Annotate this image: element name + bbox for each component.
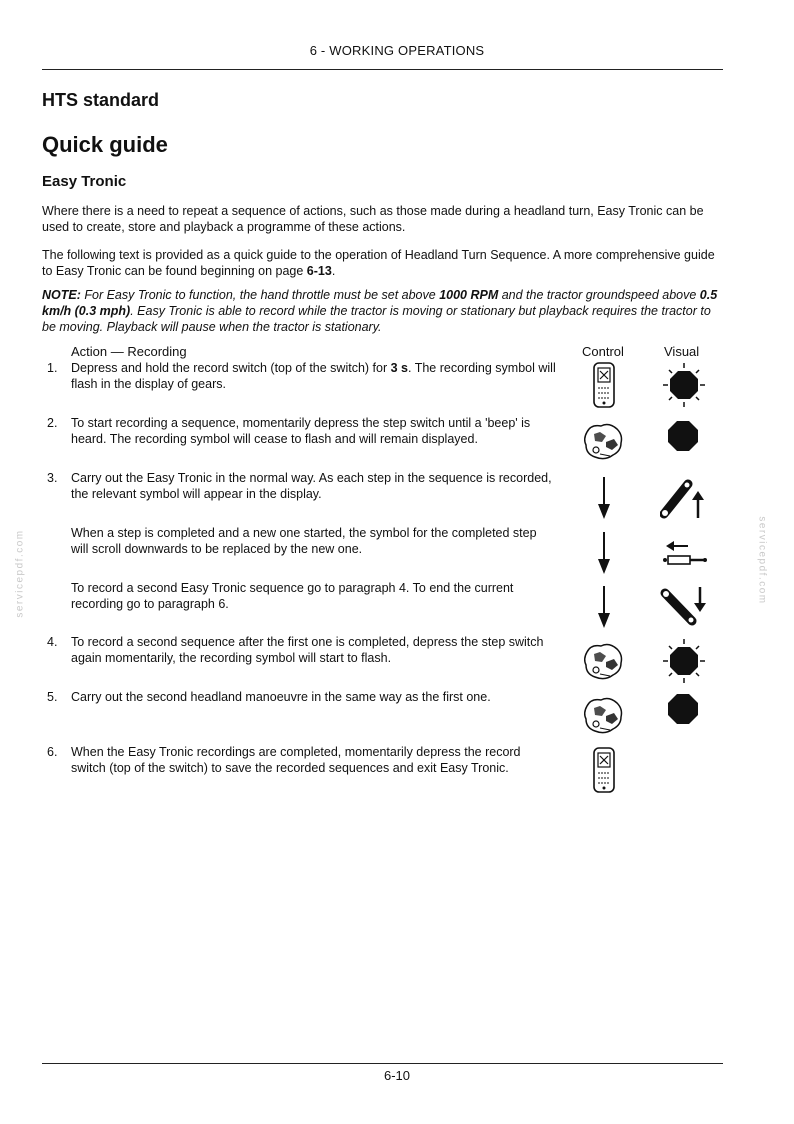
step-switch-icon	[582, 418, 626, 464]
step-number: 6.	[47, 745, 58, 759]
step-duration: 3 s	[390, 361, 408, 375]
note-text-2: and the tractor groundspeed above	[498, 288, 700, 302]
guide-text-end: .	[331, 264, 336, 278]
note-rpm: 1000 RPM	[439, 288, 499, 302]
lift-arm-up-icon	[660, 478, 708, 520]
column-header-action: Action — Recording	[71, 344, 187, 359]
page-reference: 6-13	[306, 264, 332, 278]
page-title: Quick guide	[42, 132, 168, 157]
watermark-right: servicepdf.com	[756, 516, 768, 605]
record-switch-icon	[588, 745, 620, 795]
hydraulic-cylinder-icon	[660, 538, 708, 568]
page-number: 6-10	[383, 1068, 411, 1083]
step-text: When the Easy Tronic recordings are completed, momentarily depress the record switch (top of the switch) to save the recorded sequences and exit Easy Tronic.	[71, 745, 521, 775]
step-number: 1.	[47, 361, 58, 375]
flashing-record-symbol-icon	[662, 362, 706, 408]
step-number: 5.	[47, 690, 58, 704]
step-number: 2.	[47, 416, 58, 430]
step-text	[71, 361, 556, 392]
column-header-control: Control	[582, 344, 624, 359]
step-text-a: Depress and hold the record switch (top of the switch) for	[71, 361, 391, 375]
section-heading: HTS standard	[42, 90, 160, 110]
note-label: NOTE:	[42, 288, 81, 302]
step-text: To start recording a sequence, momentarily depress the step switch until a 'beep' is heard. The recording symbol will cease to flash and will remain displayed.	[71, 416, 531, 446]
step-number: 4.	[47, 635, 58, 649]
intro-paragraph: Where there is a need to repeat a sequence of actions, such as those made during a headland turn, Easy Tronic can be used to create, store and playback a programme of these actions.	[42, 204, 704, 234]
header-rule	[42, 69, 723, 70]
step-number: 3.	[47, 471, 58, 485]
down-arrow-icon	[595, 476, 613, 520]
step-switch-icon	[582, 692, 626, 738]
lift-arm-down-icon	[660, 585, 708, 627]
step-text-c: . The recording symbol will flash in the display of gears.	[71, 361, 556, 391]
subsection-heading: Easy Tronic	[42, 173, 127, 190]
note-text-3: . Easy Tronic is able to record while the tractor is moving or stationary but playback requires the tractor to be moving. Playback will pause when the tractor is stationary.	[42, 304, 711, 334]
record-symbol-icon	[666, 419, 700, 453]
record-switch-icon	[588, 360, 620, 410]
down-arrow-icon	[595, 531, 613, 575]
watermark-left: servicepdf.com	[14, 529, 26, 618]
step-text: To record a second Easy Tronic sequence go to paragraph 4. To end the current recording go to paragraph 6.	[71, 581, 514, 611]
guide-text: The following text is provided as a quick guide to the operation of Headland Turn Sequence. A more comprehensive guide to Easy Tronic can be found beginning on page	[42, 248, 715, 278]
record-symbol-icon	[666, 692, 700, 726]
note-text: For Easy Tronic to function, the hand throttle must be set above	[80, 288, 440, 302]
step-text: Carry out the Easy Tronic in the normal way. As each step in the sequence is recorded, the relevant symbol will appear in the display.	[71, 471, 552, 501]
flashing-record-symbol-icon	[662, 638, 706, 684]
step-switch-icon	[582, 638, 626, 684]
guide-paragraph	[42, 247, 724, 279]
note-paragraph	[42, 287, 724, 335]
down-arrow-icon	[595, 585, 613, 629]
step-text: When a step is completed and a new one started, the symbol for the completed step will scroll downwards to be replaced by the new one.	[71, 526, 537, 556]
note-speed: 0.5 km/h (0.3 mph)	[42, 288, 718, 318]
step-text: To record a second sequence after the first one is completed, depress the step switch again momentarily, the recording symbol will start to flash.	[71, 635, 544, 665]
running-header: 6 - WORKING OPERATIONS	[309, 43, 485, 58]
step-text: Carry out the second headland manoeuvre in the same way as the first one.	[71, 690, 491, 704]
footer-rule	[42, 1063, 723, 1064]
column-header-visual: Visual	[664, 344, 700, 359]
